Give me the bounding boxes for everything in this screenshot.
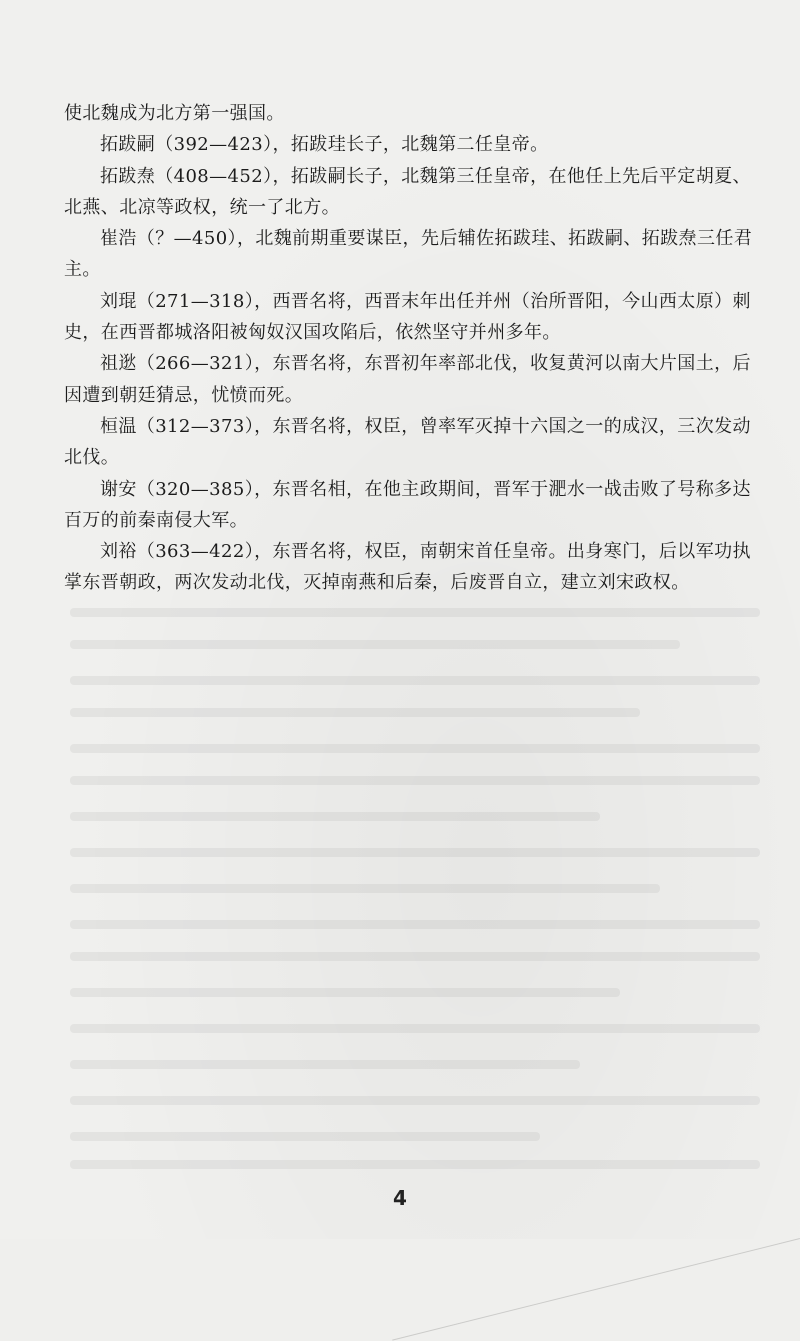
bleed-through-line <box>70 708 640 717</box>
bleed-through-line <box>70 1024 760 1033</box>
bleed-through-line <box>70 1096 760 1105</box>
paragraph-xie-an: 谢安（320—385），东晋名相，在他主政期间，晋军于淝水一战击败了号称多达百万的前秦南侵大军。 <box>64 478 751 531</box>
bleed-through-line <box>70 608 760 617</box>
main-text <box>64 98 764 599</box>
bleed-through-line <box>70 1132 540 1141</box>
paragraph-liu-kun: 刘琨（271—318），西晋名将，西晋末年出任并州（治所晋阳，今山西太原）刺史，在西晋都城洛阳被匈奴汉国攻陷后，依然坚守并州多年。 <box>64 290 751 344</box>
paragraph-zu-ti: 祖逖（266—321），东晋名将，东晋初年率部北伐，收复黄河以南大片国土，后因遭到朝廷猜忌，忧愤而死。 <box>64 353 751 406</box>
bleed-through-line <box>70 776 760 785</box>
bleed-through-line <box>70 884 660 893</box>
bleed-through-line <box>70 744 760 753</box>
bleed-through-line <box>70 952 760 961</box>
paragraph-cui-hao: 崔浩（？—450），北魏前期重要谋臣，先后辅佐拓跋珪、拓跋嗣、拓跋焘三任君主。 <box>64 228 753 281</box>
bleed-through-line <box>70 676 760 685</box>
bleed-through-line <box>70 640 680 649</box>
bleed-through-line <box>70 920 760 929</box>
bleed-through-line <box>70 812 600 821</box>
bleed-through-line <box>70 848 760 857</box>
bleed-through-line <box>70 988 620 997</box>
paragraph-tuoba-tao: 拓跋焘（408—452），拓跋嗣长子，北魏第三任皇帝，在他任上先后平定胡夏、北燕、北凉等政权，统一了北方。 <box>64 165 751 218</box>
paragraph-continuation: 使北魏成为北方第一强国。 <box>64 103 285 124</box>
paragraph-tuoba-si: 拓跋嗣（392—423），拓跋珪长子，北魏第二任皇帝。 <box>100 134 549 156</box>
paper-crease <box>392 1238 800 1341</box>
bleed-through-line <box>70 1060 580 1069</box>
paragraph-huan-wen: 桓温（312—373），东晋名将，权臣，曾率军灭掉十六国之一的成汉，三次发动北伐。 <box>64 415 751 469</box>
paragraph-liu-yu: 刘裕（363—422），东晋名将，权臣，南朝宋首任皇帝。出身寒门，后以军功执掌东晋朝政，两次发动北伐，灭掉南燕和后秦，后废晋自立，建立刘宋政权。 <box>64 541 751 594</box>
page-number: 4 <box>393 1186 407 1210</box>
bleed-through-line <box>70 1160 760 1169</box>
